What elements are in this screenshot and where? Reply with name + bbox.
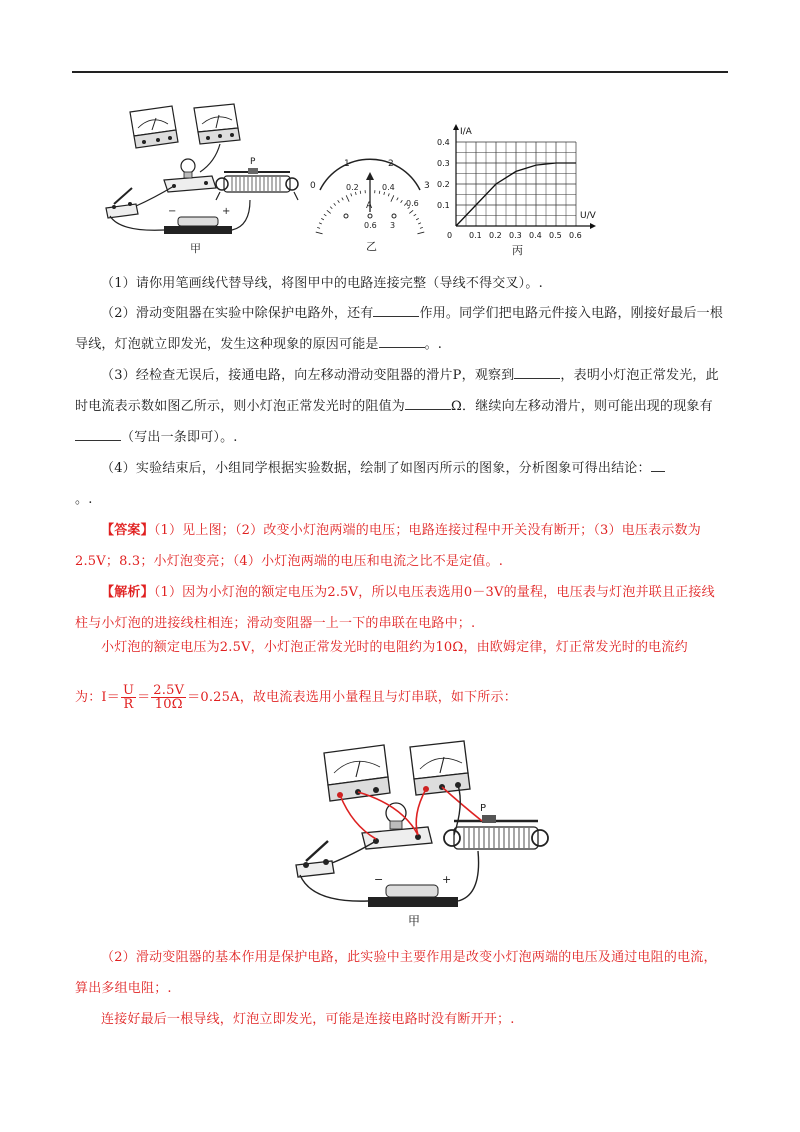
dial-tick <box>384 192 385 195</box>
battery-icon <box>368 873 458 907</box>
question-4-text-b: 。. <box>75 492 93 507</box>
circuit-solution-figure <box>292 735 552 930</box>
answer-blank[interactable] <box>75 428 121 441</box>
x-tick-label: 0.6 <box>569 231 582 240</box>
answer-blank[interactable] <box>651 459 665 472</box>
dial-inner-04: 0.4 <box>382 183 395 192</box>
analysis-paragraph-5 <box>75 1004 727 1035</box>
slider-label: P <box>250 157 256 167</box>
dial-tick <box>355 192 356 195</box>
answer-blank[interactable] <box>379 335 425 348</box>
equals-sign: ＝ <box>137 690 151 705</box>
dial-tick <box>338 200 340 202</box>
x-axis-arrow <box>590 223 596 229</box>
dial-inner-06: 0.6 <box>406 199 419 208</box>
dial-tick <box>420 227 423 228</box>
fraction-values <box>151 684 186 711</box>
fraction-numerator: 2.5V <box>153 683 185 698</box>
fraction-denominator: 10Ω <box>154 697 183 712</box>
question-3-text-d: （写出一条即可）。. <box>121 430 238 445</box>
dial-tick <box>334 203 336 205</box>
dial-tick <box>316 232 323 234</box>
question-2-text-b: 作用。同学们把电路元件接入电路，刚接好最后一根导线，灯泡就立即发光，发生这种现象的原因可能是 <box>75 306 724 352</box>
dial-unit: A <box>366 201 373 211</box>
ammeter-icon <box>410 741 470 795</box>
battery-plus-label: + <box>442 873 452 886</box>
question-4 <box>75 453 727 515</box>
x-tick-label: 0.3 <box>509 231 522 240</box>
analysis-text-2: 小灯泡的额定电压为2.5V，小灯泡正常发光时的电阻约为10Ω，由欧姆定律，灯正常发光时的电流约 <box>101 640 688 655</box>
question-2-text-c: 。. <box>424 337 443 352</box>
question-1-text: （1）请你用笔画线代替导线，将图甲中的电路连接完整（导线不得交叉）。. <box>101 276 543 291</box>
fraction-numerator: U <box>122 683 135 698</box>
battery-minus-label: − <box>168 206 177 217</box>
dial-tick <box>342 198 344 201</box>
iv-chart-bing <box>430 122 610 257</box>
question-2-text-a: （2）滑动变阻器在实验中除保护电路外，还有 <box>101 306 374 321</box>
dial-label-1: 1 <box>344 159 350 169</box>
x-tick-label: 0.2 <box>489 231 502 240</box>
dial-tick <box>379 191 380 194</box>
dial-tick <box>317 227 320 228</box>
header-rule <box>72 71 728 73</box>
dial-tick <box>330 207 332 209</box>
switch-icon <box>106 188 138 218</box>
switch-icon <box>296 841 334 877</box>
x-tick-label: 0.4 <box>529 231 542 240</box>
dial-inner-02: 0.2 <box>346 183 359 192</box>
battery-minus-label: − <box>374 873 384 886</box>
rheostat-icon <box>444 815 548 849</box>
dial-label-0: 0 <box>310 181 316 191</box>
fraction-denominator: R <box>123 697 134 712</box>
question-3-text-a: （3）经检查无误后，接通电路，向左移动滑动变阻器的滑片P，观察到 <box>101 368 515 383</box>
dial-tick <box>409 210 413 213</box>
y-tick-label: 0.4 <box>437 138 450 147</box>
solution-figure-caption: 甲 <box>408 914 421 928</box>
y-tick-label: 0.2 <box>437 180 450 189</box>
dial-label-2: 2 <box>388 159 394 169</box>
dial-tick <box>360 191 361 194</box>
dial-tick <box>351 193 352 196</box>
rheostat-icon <box>216 168 298 200</box>
y-axis-arrow <box>453 124 459 130</box>
answer-tag: 【答案】 <box>101 523 154 538</box>
analysis-tag: 【解析】 <box>101 585 154 600</box>
dial-tick <box>319 223 322 224</box>
dial-tick <box>414 214 416 216</box>
dial-tick <box>346 195 349 201</box>
y-axis-label: I/A <box>460 127 472 137</box>
x-axis-label: U/V <box>580 211 596 221</box>
analysis-formula-line <box>75 682 727 713</box>
battery-icon <box>164 206 232 234</box>
analysis-text-1: （1）因为小灯泡的额定电压为2.5V，所以电压表选用0－3V的量程，电压表与灯泡并联且正接线柱与小灯泡的进接线柱相连；滑动变阻器一上一下的串联在电路中；. <box>75 585 715 631</box>
answer-blank[interactable] <box>373 304 419 317</box>
question-3 <box>75 360 727 453</box>
dial-tick <box>321 218 324 219</box>
dial-terminal-3: 3 <box>390 221 396 230</box>
ammeter-dial-yi <box>300 150 440 255</box>
x-tick-label: 0.5 <box>549 231 562 240</box>
question-1 <box>75 268 727 299</box>
question-2 <box>75 298 727 360</box>
analysis-text-4: （2）滑动变阻器的基本作用是保护电路，此实验中主要作用是改变小灯泡两端的电压及通过电阻的电流，算出多组电阻；. <box>75 950 717 996</box>
formula-prefix: 为：I＝ <box>75 690 120 705</box>
analysis-block <box>75 577 727 639</box>
analysis-paragraph-2 <box>75 632 727 663</box>
dial-tick <box>327 210 331 213</box>
voltmeter-icon <box>324 745 390 801</box>
circuit-figure-jia <box>100 100 310 255</box>
y-tick-label: 0.3 <box>437 159 450 168</box>
dial-tick <box>418 223 421 224</box>
x-tick-label: 0.1 <box>469 231 482 240</box>
question-3-text-b: ，表明小灯泡正常发光，此时电流表示数如图乙所示，则小灯泡正常发光时的阻值为 <box>75 368 719 414</box>
answer-block <box>75 515 727 577</box>
formula-suffix: ＝0.25A，故电流表选用小量程且与灯串联，如下所示： <box>187 690 517 705</box>
dial-tick <box>401 200 403 202</box>
figure-bing-caption: 丙 <box>512 244 523 257</box>
ammeter-icon <box>194 104 240 144</box>
battery-plus-label: + <box>222 206 231 217</box>
origin-label: 0 <box>447 231 453 240</box>
answer-blank[interactable] <box>405 397 451 410</box>
dial-tick <box>397 198 399 201</box>
question-4-text-a: （4）实验结束后，小组同学根据实验数据，绘制了如图丙所示的图象，分析图象可得出结论： <box>101 461 651 476</box>
fraction-u-over-r <box>121 684 136 711</box>
dial-tick <box>388 193 389 196</box>
analysis-text-5: 连接好最后一根导线，灯泡立即发光，可能是连接电路时没有断开开；. <box>101 1012 515 1027</box>
dial-tick <box>324 214 326 216</box>
analysis-paragraph-4 <box>75 942 727 1004</box>
question-3-text-c: Ω．继续向左移动滑片，则可能出现的现象有 <box>451 399 713 414</box>
dial-tick <box>417 232 424 234</box>
dial-tick <box>391 195 394 201</box>
y-tick-label: 0.1 <box>437 201 450 210</box>
figure-yi-caption: 乙 <box>366 240 377 253</box>
dial-label-3: 3 <box>424 181 430 191</box>
dial-tick <box>416 218 419 219</box>
dial-terminal-06: 0.6 <box>364 221 377 230</box>
slider-label: P <box>480 803 487 814</box>
answer-blank[interactable] <box>514 366 560 379</box>
figure-jia-caption: 甲 <box>190 242 201 255</box>
voltmeter-icon <box>130 106 178 148</box>
answer-text: （1）见上图；（2）改变小灯泡两端的电压；电路连接过程中开关没有断开；（3）电压表示数为2.5V；8.3；小灯泡变亮；（4）小灯泡两端的电压和电流之比不是定值。. <box>75 523 701 569</box>
